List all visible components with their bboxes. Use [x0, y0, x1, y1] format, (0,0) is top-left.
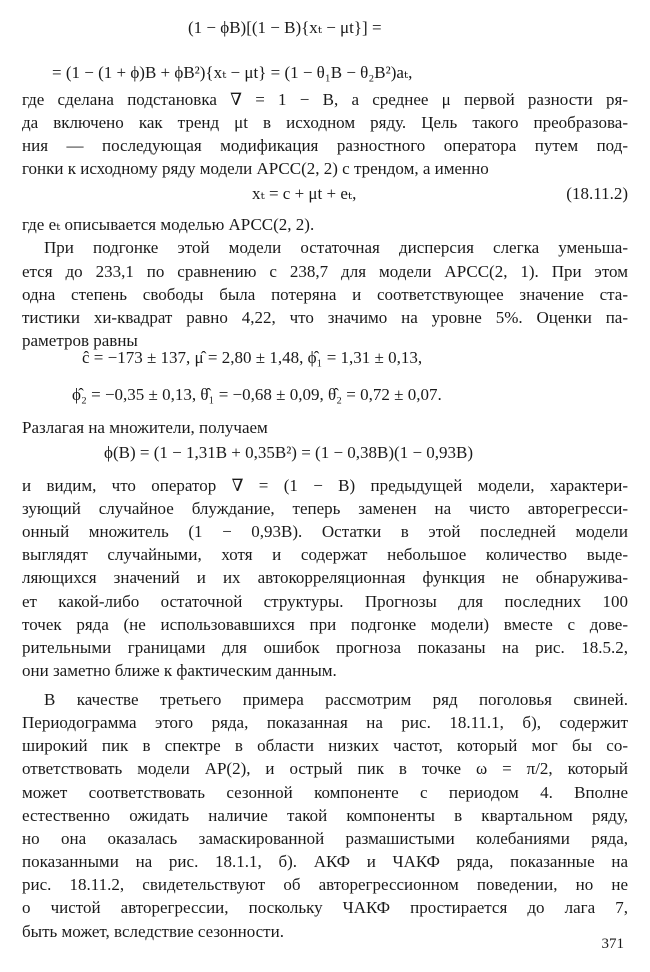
paragraph-3-line-5: ляющихся значений и их автокорреляционная функция не обнаружива-: [22, 568, 628, 588]
paragraph-4-line-8: показанными на рис. 18.1.1, б). АКФ и ЧАКФ ряда, показанные на: [22, 852, 628, 872]
paragraph-3-line-7: точек ряда (не использовавшихся при подгонке модели) вместе с дове-: [22, 614, 628, 634]
estimates-line-1: ĉ = −173 ± 137, μ̂ = 2,80 ± 1,48, ϕ̂₁ = 1,31 ± 0,13,: [82, 348, 423, 368]
paragraph-1-line-3: ния — последующая модификация разностного оператора путем под-: [22, 136, 628, 156]
paragraph-4-line-9: рис. 18.11.2, свидетельствуют об авторегрессионном поведении, но не: [22, 875, 628, 895]
equation-1-top: (1 − ϕB)[(1 − B){xₜ − μt}] =: [188, 18, 382, 38]
paragraph-1-line-1: где сделана подстановка ∇ = 1 − B, а среднее μ первой разности ря-: [22, 89, 628, 109]
paragraph-4-line-1: В качестве третьего примера рассмотрим ряд поголовья свиней.: [44, 690, 628, 709]
paragraph-3-line-2: зующий случайное блуждание, теперь заменен на чисто авторегресси-: [22, 498, 628, 518]
paragraph-4-line-5: может соответствовать сезонной компоненте с периодом 4. Вполне: [22, 782, 628, 802]
paragraph-3-line-3: онный множитель (1 − 0,93B). Остатки в этой последней модели: [22, 522, 628, 542]
paragraph-4-line-2: Периодограмма этого ряда, показанная на рис. 18.11.1, б), содержит: [22, 713, 628, 733]
paragraph-2-line-3: одна степень свободы была потеряна и соответствующее значение ста-: [22, 284, 628, 304]
paragraph-3-line-8: рительными границами для ошибок прогноза показаны на рис. 18.5.2,: [22, 637, 628, 657]
after-equation-2: где eₜ описывается моделью АРСС(2, 2).: [22, 215, 315, 235]
paragraph-4-line-7: но она оказалась замаскированной размашистыми колебаниями ряда,: [22, 828, 628, 848]
paragraph-2-line-1: При подгонке этой модели остаточная дисперсия слегка уменьша-: [44, 238, 628, 258]
factor-intro: Разлагая на множители, получаем: [22, 417, 268, 437]
paragraph-4-line-10: о чистой авторегрессии, поскольку ЧАКФ простирается до лага 7,: [22, 898, 628, 918]
equation-2: xₜ = c + μt + eₜ,: [252, 184, 357, 204]
page-number: 371: [601, 936, 624, 952]
paragraph-3-line-1: и видим, что оператор ∇ = (1 − B) предыдущей модели, характери-: [22, 475, 628, 495]
paragraph-1-line-4: гонки к исходному ряду модели АРСС(2, 2) с трендом, а именно: [22, 159, 489, 179]
equation-1-bottom: = (1 − (1 + ϕ)B + ϕB²){xₜ − μt} = (1 − θ₁B − θ₂B²)aₜ,: [52, 62, 413, 82]
paragraph-3-line-9: они заметно ближе к фактическим данным.: [22, 661, 337, 681]
paragraph-2-line-2: ется до 233,1 по сравнению с 238,7 для модели АРСС(2, 1). При этом: [22, 261, 628, 281]
paragraph-2-line-5: раметров равны: [22, 331, 138, 351]
paragraph-4-line-4: ответствовать модели АР(2), и острый пик в точке ω = π/2, который: [22, 759, 628, 779]
equation-2-number: (18.11.2): [566, 184, 628, 204]
paragraph-3-line-6: ет какой-либо остаточной структуры. Прогнозы для последних 100: [22, 591, 628, 611]
factor-equation: ϕ(B) = (1 − 1,31B + 0,35B²) = (1 − 0,38B)(1 − 0,93B): [104, 442, 474, 462]
paragraph-4-line-3: широкий пик в спектре в области низких частот, который мог бы со-: [22, 736, 628, 756]
estimates-line-2: ϕ̂₂ = −0,35 ± 0,13, θ̂₁ = −0,68 ± 0,09, θ̂₂ = 0,72 ± 0,07.: [72, 385, 442, 405]
paragraph-4-line-11: быть может, вследствие сезонности.: [22, 921, 284, 941]
paragraph-4-line-6: естественно ожидать наличие такой компоненты в квартальном ряду,: [22, 805, 628, 825]
paragraph-1-line-2: да включено как тренд μt в исходном ряду. Цель такого преобразова-: [22, 112, 628, 132]
paragraph-3-line-4: выглядят случайными, хотя и содержат небольшое количество выде-: [22, 545, 628, 565]
paragraph-2-line-4: тистики хи-квадрат равно 4,22, что значимо на уровне 5%. Оценки па-: [22, 307, 628, 327]
